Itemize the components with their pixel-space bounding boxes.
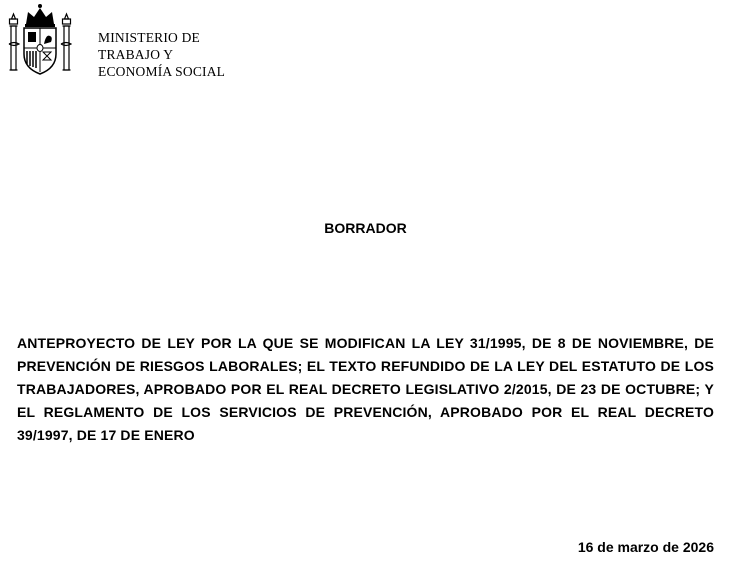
ministry-line-3: ECONOMÍA SOCIAL [98, 64, 226, 79]
ministry-line-2: TRABAJO Y [98, 47, 174, 62]
document-date: 16 de marzo de 2026 [577, 539, 714, 555]
spanish-coat-of-arms-icon [8, 2, 72, 80]
ministry-name [98, 29, 225, 80]
document-title: ANTEPROYECTO DE LEY POR LA QUE SE MODIFICAN LA LEY 31/1995, DE 8 DE NOVIEMBRE, DE PREVENCIÓN DE RIESGOS LABORALES; EL TEXTO REFUNDIDO DE LA LEY DEL ESTATUTO DE LOS TRABAJADORES, APROBADO POR EL REAL DECRETO LEGISLATIVO 2/2015, DE 23 DE OCTUBRE; Y EL REGLAMENTO DE LOS SERVICIOS DE PREVENCIÓN, APROBADO POR EL REAL DECRETO 39/1997, DE 17 DE ENERO [17, 335, 714, 443]
document-status: BORRADOR [324, 220, 407, 236]
letterhead [8, 2, 225, 80]
ministry-line-1: MINISTERIO DE [98, 30, 200, 45]
